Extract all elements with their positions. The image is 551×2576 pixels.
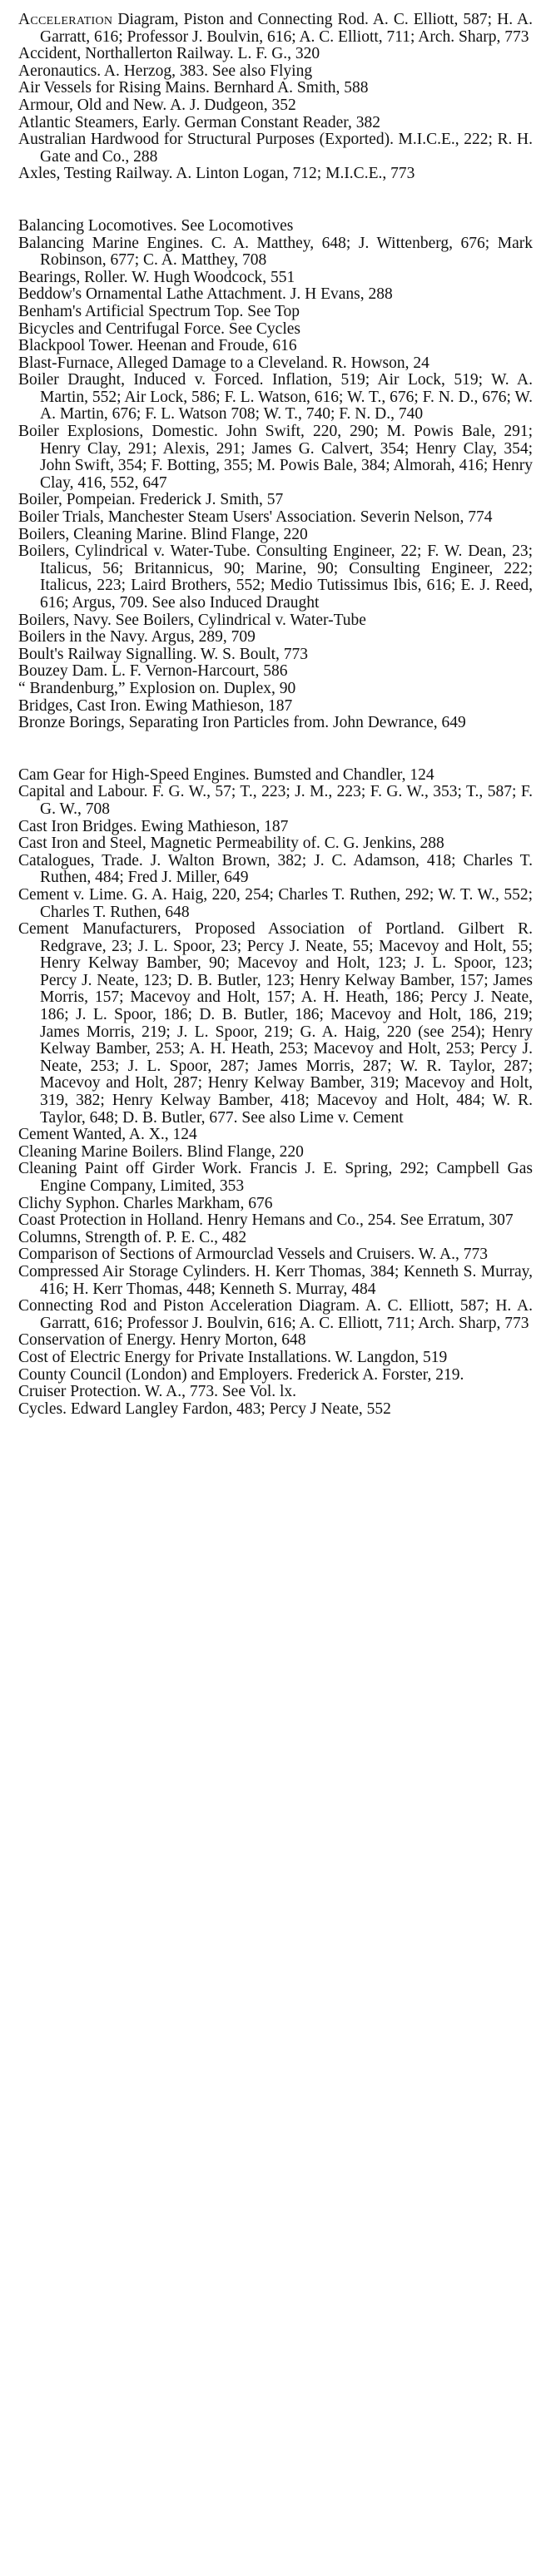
index-entry	[18, 1127, 533, 1144]
entry-text: Benham's Artificial Spectrum Top. See Top	[18, 302, 300, 320]
entry-text: Cast Iron and Steel, Magnetic Permeability of. C. G. Jenkins, 288	[18, 835, 444, 853]
entry-text: Armour, Old and New. A. J. Dudgeon, 352	[18, 96, 296, 114]
index-entry	[18, 698, 533, 716]
index-entry	[18, 12, 533, 46]
entry-text: Boilers, Navy. See Boilers, Cylindrical v. Water-Tube	[18, 611, 366, 629]
entry-text: Boilers in the Navy. Argus, 289, 709	[18, 628, 256, 646]
entry-text: Cleaning Paint off Girder Work. Francis J. E. Spring, 292; Campbell Gas Engine Company, Limited, 353	[18, 1160, 533, 1195]
index-entry	[18, 1196, 533, 1213]
entry-text: Cement Wanted, A. X., 124	[18, 1126, 197, 1144]
entry-text: Diagram, Piston and Connecting Rod. A. C. Elliott, 587; H. A. Garratt, 616; Professor J. Boulvin, 616; A. C. Elliott, 711; Arch. Sharp, 773	[40, 11, 533, 46]
entry-text: Cycles. Edward Langley Fardon, 483; Percy J Neate, 552	[18, 1399, 391, 1418]
entry-text: Bouzey Dam. L. F. Vernon-Harcourt, 586	[18, 662, 288, 681]
index-entry	[18, 663, 533, 681]
index-entry	[18, 321, 533, 339]
index-entry	[18, 612, 533, 630]
entry-text: Cruiser Protection. W. A., 773. See Vol. lx.	[18, 1383, 297, 1401]
entry-text: Bicycles and Centrifugal Force. See Cycles	[18, 320, 300, 338]
entry-text: Atlantic Steamers, Early. German Constant Reader, 382	[18, 113, 380, 131]
index-entry	[18, 629, 533, 646]
index-entry	[18, 97, 533, 115]
index-entry	[18, 784, 533, 818]
index-entry	[18, 424, 533, 492]
index-entry	[18, 235, 533, 270]
index-entry	[18, 338, 533, 355]
entry-text: Boiler Explosions, Domestic. John Swift, 220, 290; M. Powis Bale, 291; Henry Clay, 291; Alexis, 291; James G. Calvert, 354; Henry Clay, 354; John Swift, 354; F. Botting, 355; M. Powis Bale, 384; Almorah, 416; Henry Clay, 416, 552, 647	[18, 423, 533, 492]
entry-text: “ Brandenburg,” Explosion on. Duplex, 90	[18, 679, 296, 697]
index-entry	[18, 115, 533, 132]
entry-text: Coast Protection in Holland. Henry Hemans and Co., 254. See Erratum, 307	[18, 1211, 514, 1230]
index-entry	[18, 1401, 533, 1419]
section-divider	[18, 183, 533, 218]
index-entry	[18, 1367, 533, 1385]
entry-text: Boult's Railway Signalling. W. S. Boult, 773	[18, 645, 309, 663]
entry-text: Cement Manufacturers, Proposed Association of Portland. Gilbert R. Redgrave, 23; J. L. Spoor, 23; Percy J. Neate, 55; Macevoy and Holt, 55; Henry Kelway Bamber, 90; Macevoy and Holt, 123; J. L. Spoor, 123; Percy J. Neate, 123; D. B. Butler, 123; Henry Kelway Bamber, 157; James Morris, 157; Macevoy and Holt, 157; A. H. Heath, 186; Percy J. Neate, 186; J. L. Spoor, 186; D. B. Butler, 186; Macevoy and Holt, 186, 219; James Morris, 219; J. L. Spoor, 219; G. A. Haig, 220 (see 254); Henry Kelway Bamber, 253; A. H. Heath, 253; Macevoy and Holt, 253; Percy J. Neate, 253; J. L. Spoor, 287; James Morris, 287; W. R. Taylor, 287; Macevoy and Holt, 287; Henry Kelway Bamber, 319; Macevoy and Holt, 319, 382; Henry Kelway Bamber, 418; Macevoy and Holt, 484; W. R. Taylor, 648; D. B. Butler, 677. See also Lime v. Cement	[18, 920, 533, 1127]
index-entry	[18, 835, 533, 853]
entry-text: Compressed Air Storage Cylinders. H. Kerr Thomas, 384; Kenneth S. Murray, 416; H. Kerr Thomas, 448; Kenneth S. Murray, 484	[18, 1262, 533, 1298]
index-entry	[18, 304, 533, 321]
index-entry	[18, 819, 533, 836]
index-entry	[18, 715, 533, 732]
entry-text: Balancing Marine Engines. C. A. Matthey, 648; J. Wittenberg, 676; Mark Robinson, 677; C. A. Matthey, 708	[18, 234, 533, 270]
entry-text: Beddow's Ornamental Lathe Attachment. J. H Evans, 288	[18, 285, 393, 304]
index-entry	[18, 80, 533, 97]
index-entry	[18, 286, 533, 304]
entry-text: Bearings, Roller. W. Hugh Woodcock, 551	[18, 268, 295, 286]
index-entry	[18, 372, 533, 424]
index-entry	[18, 646, 533, 664]
index-entry	[18, 1161, 533, 1195]
entry-text: Accident, Northallerton Railway. L. F. G., 320	[18, 45, 320, 63]
entry-text: Cost of Electric Energy for Private Installations. W. Langdon, 519	[18, 1348, 448, 1366]
index-entry	[18, 270, 533, 287]
section-divider	[18, 732, 533, 767]
entry-lead-word: Acceleration	[18, 11, 113, 28]
index-entry	[18, 63, 533, 81]
entry-text: Boiler Draught, Induced v. Forced. Inflation, 519; Air Lock, 519; W. A. Martin, 552; Air Lock, 586; F. L. Watson, 616; W. T., 676; F. N. D., 676; W. A. Martin, 676; F. L. Watson 708; W. T., 740; F. N. D., 740	[18, 371, 533, 424]
index-entry	[18, 1212, 533, 1230]
index-entry	[18, 1246, 533, 1264]
entry-text: Cleaning Marine Boilers. Blind Flange, 220	[18, 1142, 304, 1161]
entry-text: Boiler Trials, Manchester Steam Users' Association. Severin Nelson, 774	[18, 508, 493, 527]
index-section	[18, 218, 533, 732]
entry-text: Connecting Rod and Piston Acceleration Diagram. A. C. Elliott, 587; H. A. Garratt, 616; Professor J. Boulvin, 616; A. C. Elliott, 711; Arch. Sharp, 773	[18, 1297, 533, 1332]
index-entry	[18, 681, 533, 698]
index-section	[18, 767, 533, 1419]
index-section	[18, 12, 533, 183]
entry-text: Boilers, Cleaning Marine. Blind Flange, 220	[18, 525, 308, 543]
entry-text: Cement v. Lime. G. A. Haig, 220, 254; Charles T. Ruthen, 292; W. T. W., 552; Charles T. Ruthen, 648	[18, 885, 533, 921]
index-entry	[18, 46, 533, 63]
entry-text: Catalogues, Trade. J. Walton Brown, 382; J. C. Adamson, 418; Charles T. Ruthen, 484; Fred J. Miller, 649	[18, 851, 533, 887]
entry-text: Cam Gear for High-Speed Engines. Bumsted and Chandler, 124	[18, 765, 434, 784]
index-entry	[18, 527, 533, 544]
index-entry	[18, 543, 533, 612]
index-entry	[18, 166, 533, 183]
index-entry	[18, 492, 533, 509]
entry-text: Balancing Locomotives. See Locomotives	[18, 216, 294, 235]
entry-text: Bronze Borings, Separating Iron Particles from. John Dewrance, 649	[18, 714, 466, 732]
index-entry	[18, 921, 533, 1127]
index-entry	[18, 1230, 533, 1247]
entry-text: Air Vessels for Rising Mains. Bernhard A. Smith, 588	[18, 79, 369, 97]
entry-text: Clichy Syphon. Charles Markham, 676	[18, 1194, 273, 1212]
index-entry	[18, 1298, 533, 1332]
index-entry	[18, 853, 533, 887]
index-entry	[18, 1332, 533, 1350]
entry-text: Comparison of Sections of Armourclad Vessels and Cruisers. W. A., 773	[18, 1246, 489, 1264]
entry-text: Boiler, Pompeian. Frederick J. Smith, 57	[18, 491, 284, 509]
entry-text: County Council (London) and Employers. Frederick A. Forster, 219.	[18, 1365, 464, 1384]
entry-text: Blackpool Tower. Heenan and Froude, 616	[18, 337, 297, 355]
entry-text: Columns, Strength of. P. E. C., 482	[18, 1228, 247, 1246]
index-entry	[18, 1384, 533, 1401]
index-entry	[18, 1264, 533, 1298]
entry-text: Capital and Labour. F. G. W., 57; T., 223; J. M., 223; F. G. W., 353; T., 587; F. G. W., 708	[18, 783, 533, 818]
entry-text: Boilers, Cylindrical v. Water-Tube. Consulting Engineer, 22; F. W. Dean, 23; Italicus, 56; Britannicus, 90; Marine, 90; Consulting Engineer, 222; Italicus, 223; Laird Brothers, 552; Medio Tutissimus Ibis, 616; E. J. Reed, 616; Argus, 709. See also Induced Draught	[18, 542, 533, 612]
entry-text: Blast-Furnace, Alleged Damage to a Cleveland. R. Howson, 24	[18, 354, 429, 372]
entry-text: Axles, Testing Railway. A. Linton Logan, 712; M.I.C.E., 773	[18, 165, 415, 183]
entry-text: Conservation of Energy. Henry Morton, 648	[18, 1331, 306, 1350]
entry-text: Australian Hardwood for Structural Purposes (Exported). M.I.C.E., 222; R. H. Gate and Co., 288	[18, 131, 533, 166]
entry-text: Cast Iron Bridges. Ewing Mathieson, 187	[18, 817, 289, 835]
index-entry	[18, 509, 533, 527]
index-entry	[18, 1144, 533, 1162]
entry-text: Aeronautics. A. Herzog, 383. See also Flying	[18, 62, 313, 80]
index-entry	[18, 767, 533, 785]
index-entry	[18, 131, 533, 166]
index-entry	[18, 218, 533, 235]
index-entry	[18, 355, 533, 373]
index-entry	[18, 1350, 533, 1367]
index-entry	[18, 887, 533, 921]
entry-text: Bridges, Cast Iron. Ewing Mathieson, 187	[18, 696, 293, 715]
